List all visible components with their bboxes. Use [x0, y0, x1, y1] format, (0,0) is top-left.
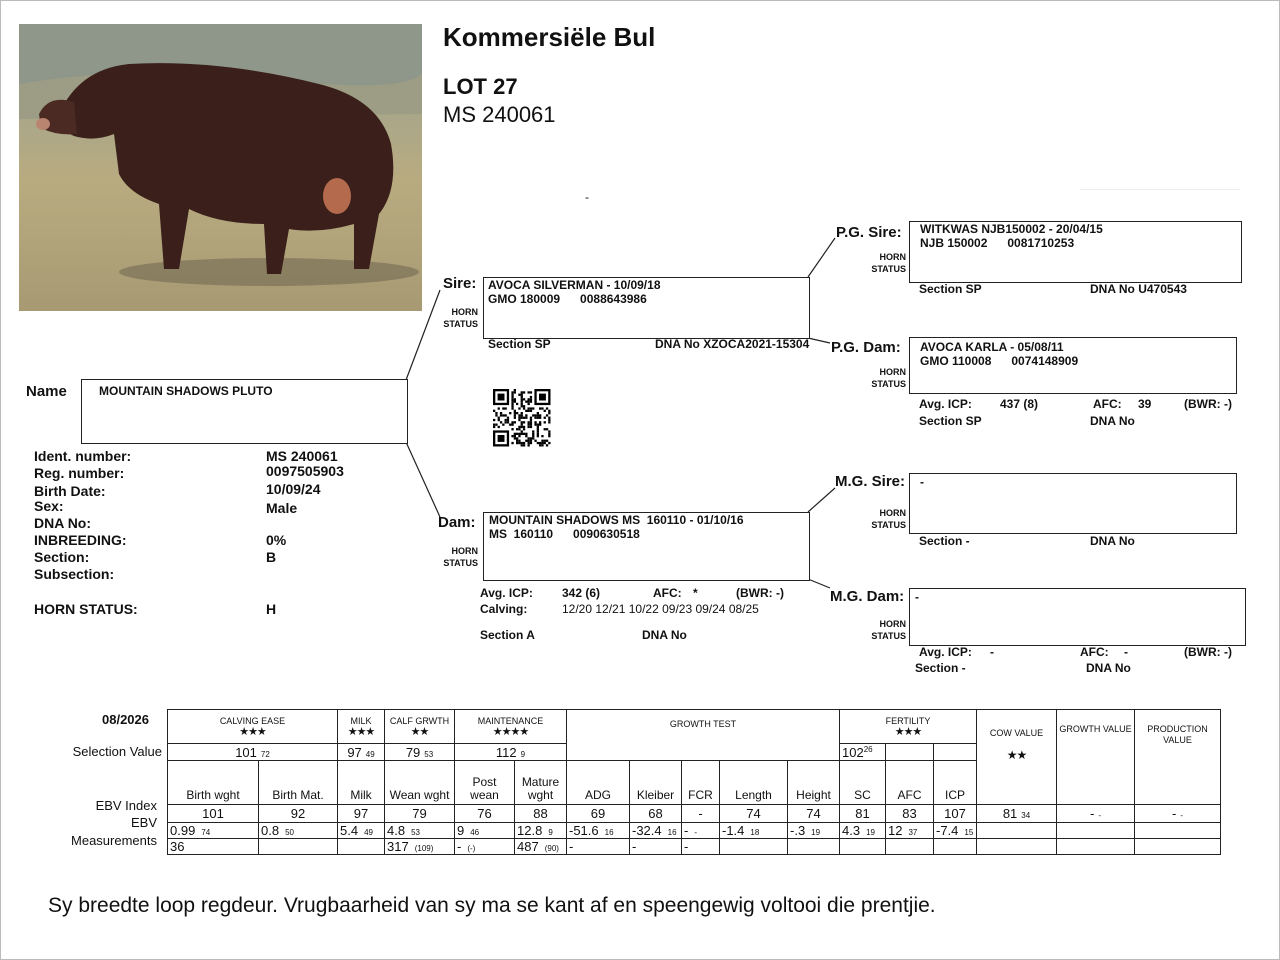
- meas-value: -: [632, 839, 637, 854]
- index-cell-sc: 81: [840, 805, 886, 823]
- reg-value: 0097505903: [266, 463, 344, 479]
- meas-blank-2: [1135, 839, 1221, 855]
- meas-value: 36: [170, 839, 185, 854]
- ebv-accuracy: -: [694, 828, 698, 837]
- col-header-wean-wght: Wean wght: [385, 761, 455, 805]
- index-cell-cow: [977, 805, 1057, 823]
- ebv-accuracy: 53: [411, 828, 420, 837]
- sel-calving: 101 72: [168, 744, 338, 761]
- milk-header: MILK ★★★: [338, 710, 385, 744]
- col-header-adg: ADG: [567, 761, 630, 805]
- ebv-value: 4.8: [387, 823, 406, 838]
- dam-line1: MOUNTAIN SHADOWS MS 160110 - 01/10/16: [489, 513, 744, 527]
- meas-accuracy: (109): [414, 844, 434, 853]
- mg-dam-afc: -: [1124, 645, 1128, 659]
- pg-sire-line2: NJB 150002 0081710253: [920, 236, 1075, 250]
- sire-section: Section SP: [488, 337, 551, 351]
- ebv-value: 0.8: [261, 823, 280, 838]
- calving-ease-header: CALVING EASE ★★★: [168, 710, 338, 744]
- pg-sire-horn-status: HORN STATUS: [871, 252, 906, 274]
- meas-cell-adg: [567, 839, 630, 855]
- ebv-cell-birth-wght: [168, 823, 259, 839]
- mg-sire-label: M.G. Sire:: [835, 473, 906, 490]
- dam-section: Section A: [480, 628, 535, 642]
- meas-value: 487: [517, 839, 539, 854]
- ebv-cell-milk: [338, 823, 385, 839]
- measurements-row: [168, 839, 1221, 855]
- index-cell-kleiber: 68: [630, 805, 682, 823]
- col-header-kleiber: Kleiber: [630, 761, 682, 805]
- pg-dam-label: P.G. Dam:: [831, 339, 901, 356]
- ebv-accuracy: 16: [604, 828, 614, 837]
- ebv-cell-icp: [934, 823, 977, 839]
- horn-label: HORN STATUS:: [34, 601, 138, 617]
- ebv-value: -51.6: [569, 823, 599, 838]
- calving-stars: ★★★: [239, 725, 266, 738]
- col-header-height: Height: [788, 761, 840, 805]
- meas-accuracy: (-): [467, 844, 476, 853]
- ebv-value: 4.3: [842, 823, 861, 838]
- ebv-cell-fcr: [682, 823, 720, 839]
- sel-blank-1: [886, 744, 934, 761]
- sire-dna: DNA No XZOCA2021-15304: [655, 337, 810, 351]
- dam-line2: MS 160110 0090630518: [489, 527, 640, 541]
- calf-stars: ★★: [410, 725, 429, 738]
- cow-value-header: COW VALUE ★★: [977, 710, 1057, 805]
- meas-cell-birth-wght: [168, 839, 259, 855]
- sex-value: Male: [266, 500, 298, 516]
- meas-cell-sc: [840, 839, 886, 855]
- horn-value: H: [266, 601, 277, 617]
- dam-box: [483, 512, 810, 581]
- meas-cell-wean-wght: [385, 839, 455, 855]
- col-header-mature-wght: Mature wght: [515, 761, 567, 805]
- qr-code: [493, 389, 555, 447]
- growth-value-header: GROWTH VALUE: [1057, 710, 1135, 805]
- index-cell-mature-wght: 88: [515, 805, 567, 823]
- ebv-value: 12.8: [517, 823, 543, 838]
- ebv-cell-kleiber: [630, 823, 682, 839]
- mg-sire-box: [909, 473, 1237, 534]
- index-cell-wean-wght: 79: [385, 805, 455, 823]
- mg-dam-section: Section -: [915, 661, 966, 675]
- mg-dam-dna: DNA No: [1086, 661, 1131, 675]
- dam-calving-label: Calving:: [480, 602, 528, 616]
- ebv-index-row: [168, 805, 1221, 823]
- ebv-accuracy: 50: [285, 828, 294, 837]
- col-header-milk: Milk: [338, 761, 385, 805]
- ebv-value: 12: [888, 823, 903, 838]
- dash-mark: -: [585, 190, 589, 204]
- inbreeding-label: INBREEDING:: [34, 532, 127, 548]
- ebv-value: -.3: [790, 823, 806, 838]
- sex-label: Sex:: [34, 498, 64, 514]
- ebv-cell-birth-mat: [259, 823, 338, 839]
- sel-blank-2: [934, 744, 977, 761]
- index-production-value-acc: -: [1180, 811, 1183, 820]
- pg-dam-line2: GMO 110008 0074148909: [920, 354, 1079, 368]
- dam-afc: *: [693, 586, 698, 600]
- mg-dam-bwr: (BWR: -): [1184, 645, 1232, 659]
- index-cell-afc: 83: [886, 805, 934, 823]
- page-title: Kommersiële Bul: [443, 22, 656, 52]
- ebv-accuracy: 18: [750, 828, 760, 837]
- inbreeding-value: 0%: [266, 532, 287, 548]
- ebv-date: 08/2026: [102, 712, 149, 727]
- pg-dam-icp: 437 (8): [1000, 397, 1039, 411]
- col-header-icp: ICP: [934, 761, 977, 805]
- subsection-label: Subsection:: [34, 566, 115, 582]
- col-header-afc: AFC: [886, 761, 934, 805]
- mg-sire-line1: -: [920, 475, 924, 489]
- ebv-accuracy: 49: [364, 828, 373, 837]
- ebv-accuracy: 9: [548, 828, 553, 837]
- meas-cell-length: [720, 839, 788, 855]
- pg-sire-label: P.G. Sire:: [836, 224, 902, 241]
- ebv-accuracy: 46: [470, 828, 480, 837]
- index-cell-growth-value: [1057, 805, 1135, 823]
- col-header-fcr: FCR: [682, 761, 720, 805]
- meas-cell-fcr: [682, 839, 720, 855]
- dam-icp-label: Avg. ICP:: [480, 586, 533, 600]
- fertility-header: FERTILITY ★★★: [840, 710, 977, 744]
- index-cell-production-value: [1135, 805, 1221, 823]
- ebv-blank-2: [1135, 823, 1221, 839]
- index-cow-acc: 34: [1021, 811, 1031, 820]
- ebv-accuracy: 37: [908, 828, 918, 837]
- ebv-accuracy: 19: [866, 828, 875, 837]
- milk-stars: ★★★: [347, 725, 375, 738]
- sel-milk: 97 49: [338, 744, 385, 761]
- meas-cell-post-wean: [455, 839, 515, 855]
- mg-sire-section: Section -: [919, 534, 970, 548]
- dam-horn-status: HORN STATUS: [443, 546, 478, 568]
- mg-dam-line1: -: [915, 590, 919, 604]
- sire-line2: GMO 180009 0088643986: [488, 292, 647, 306]
- index-growth-value-acc: -: [1098, 811, 1101, 820]
- pg-dam-afc: 39: [1138, 397, 1152, 411]
- production-value-header: PRODUCTION VALUE: [1135, 710, 1221, 805]
- ebv-accuracy: 15: [964, 828, 974, 837]
- index-cell-milk: 97: [338, 805, 385, 823]
- mg-dam-afc-label: AFC:: [1080, 645, 1109, 659]
- registration-code: MS 240061: [443, 102, 556, 127]
- ebv-accuracy: 19: [811, 828, 821, 837]
- col-header-post-wean: Post wean: [455, 761, 515, 805]
- animal-name: MOUNTAIN SHADOWS PLUTO: [99, 384, 273, 398]
- growth-test-header: GROWTH TEST: [567, 710, 840, 761]
- ebv-blank-0: [977, 823, 1057, 839]
- meas-accuracy: (90): [544, 844, 559, 853]
- index-cell-icp: 107: [934, 805, 977, 823]
- index-cell-height: 74: [788, 805, 840, 823]
- pg-dam-horn-status: HORN STATUS: [871, 367, 906, 389]
- ebv-table: [167, 709, 1221, 855]
- ebv-cell-adg: [567, 823, 630, 839]
- ebv-cell-height: [788, 823, 840, 839]
- ebv-accuracy: 16: [667, 828, 677, 837]
- sire-line1: AVOCA SILVERMAN - 10/09/18: [488, 278, 661, 292]
- ebv-value: -32.4: [632, 823, 662, 838]
- reg-label: Reg. number:: [34, 465, 125, 481]
- col-header-sc: SC: [840, 761, 886, 805]
- birth-value: 10/09/24: [266, 481, 321, 497]
- ident-label: Ident. number:: [34, 448, 132, 464]
- comment-note: Sy breedte loop regdeur. Vrugbaarheid van sy ma se kant af en speengewig voltooi die prentjie.: [48, 894, 936, 917]
- ebv-index-label: EBV Index: [95, 798, 157, 813]
- col-header-birth-wght: Birth wght: [168, 761, 259, 805]
- ebv-row: [168, 823, 1221, 839]
- pg-dam-section: Section SP: [919, 414, 982, 428]
- index-cell-adg: 69: [567, 805, 630, 823]
- dam-label: Dam:: [438, 514, 476, 531]
- ebv-value: 0.99: [170, 823, 196, 838]
- ebv-blank-1: [1057, 823, 1135, 839]
- meas-value: -: [684, 839, 689, 854]
- meas-cell-kleiber: [630, 839, 682, 855]
- meas-cell-height: [788, 839, 840, 855]
- sel-maint: 112 9: [455, 744, 567, 761]
- ebv-value: -7.4: [936, 823, 959, 838]
- ebv-cell-wean-wght: [385, 823, 455, 839]
- measurements-label: Measurements: [71, 833, 157, 848]
- meas-value: -: [457, 839, 462, 854]
- dam-afc-label: AFC:: [653, 586, 682, 600]
- mg-sire-horn-status: HORN STATUS: [871, 508, 906, 530]
- sire-box: [483, 277, 810, 339]
- ebv-cell-afc: [886, 823, 934, 839]
- sel-fert: $102_{26}$: [840, 744, 886, 761]
- mg-sire-dna: DNA No: [1090, 534, 1135, 548]
- meas-blank-1: [1057, 839, 1135, 855]
- ebv-value: 5.4: [340, 823, 359, 838]
- meas-cell-mature-wght: [515, 839, 567, 855]
- pg-sire-box: [909, 221, 1242, 283]
- pg-dam-dna: DNA No: [1090, 414, 1135, 428]
- dam-icp: 342 (6): [562, 586, 601, 600]
- meas-cell-icp: [934, 839, 977, 855]
- ident-value: MS 240061: [266, 448, 338, 464]
- mg-dam-icp: -: [990, 645, 994, 659]
- meas-value: -: [569, 839, 574, 854]
- group-header-row: [168, 710, 1221, 744]
- index-cell-length: 74: [720, 805, 788, 823]
- meas-blank-0: [977, 839, 1057, 855]
- lot-number: LOT 27: [443, 74, 518, 99]
- selection-value-label: Selection Value: [72, 744, 162, 759]
- ebv-cell-post-wean: [455, 823, 515, 839]
- mg-dam-horn-status: HORN STATUS: [871, 619, 906, 641]
- index-cow-value: 81: [1002, 806, 1018, 821]
- col-header-birth-mat: Birth Mat.: [259, 761, 338, 805]
- maint-stars: ★★★★: [492, 725, 529, 738]
- mg-dam-label: M.G. Dam:: [830, 588, 905, 605]
- pg-dam-box: [909, 337, 1237, 394]
- index-cell-post-wean: 76: [455, 805, 515, 823]
- fert-stars: ★★★: [894, 725, 922, 738]
- ebv-value: 9: [457, 823, 465, 838]
- meas-value: 317: [387, 839, 409, 854]
- name-label: Name: [26, 383, 67, 400]
- cow-stars: ★★: [1006, 748, 1027, 762]
- section-value: B: [266, 549, 277, 565]
- sel-calf: 79 53: [385, 744, 455, 761]
- ebv-value: -: [684, 823, 689, 838]
- index-production-value-value: -: [1171, 806, 1177, 821]
- birth-label: Birth Date:: [34, 483, 106, 499]
- ebv-cell-mature-wght: [515, 823, 567, 839]
- ebv-cell-length: [720, 823, 788, 839]
- dam-calving: 12/20 12/21 10/22 09/23 09/24 08/25: [562, 602, 759, 616]
- dam-bwr: (BWR: -): [736, 586, 784, 600]
- ebv-value: -1.4: [722, 823, 745, 838]
- calf-growth-header: CALF GRWTH ★★: [385, 710, 455, 744]
- ebv-accuracy: 74: [201, 828, 211, 837]
- dna-label: DNA No:: [34, 515, 92, 531]
- ebv-cell-sc: [840, 823, 886, 839]
- index-cell-fcr: -: [682, 805, 720, 823]
- pg-sire-section: Section SP: [919, 282, 982, 296]
- dam-dna: DNA No: [642, 628, 687, 642]
- meas-cell-milk: [338, 839, 385, 855]
- maintenance-header: MAINTENANCE ★★★★: [455, 710, 567, 744]
- index-cell-birth-wght: 101: [168, 805, 259, 823]
- name-box: [81, 379, 408, 444]
- mg-dam-icp-label: Avg. ICP:: [919, 645, 972, 659]
- pg-dam-icp-label: Avg. ICP:: [919, 397, 972, 411]
- pg-sire-line1: WITKWAS NJB150002 - 20/04/15: [920, 222, 1103, 236]
- section-label: Section:: [34, 549, 90, 565]
- pg-dam-afc-label: AFC:: [1093, 397, 1122, 411]
- sire-horn-status: HORN STATUS: [443, 307, 478, 329]
- ebv-label: EBV: [130, 815, 157, 830]
- mg-dam-box: [909, 588, 1246, 646]
- pg-dam-line1: AVOCA KARLA - 05/08/11: [920, 340, 1064, 354]
- sire-label: Sire:: [443, 275, 477, 292]
- pg-sire-dna: DNA No U470543: [1090, 282, 1187, 296]
- meas-cell-afc: [886, 839, 934, 855]
- pg-dam-bwr: (BWR: -): [1184, 397, 1232, 411]
- index-growth-value-value: -: [1089, 806, 1095, 821]
- index-cell-birth-mat: 92: [259, 805, 338, 823]
- meas-cell-birth-mat: [259, 839, 338, 855]
- col-header-length: Length: [720, 761, 788, 805]
